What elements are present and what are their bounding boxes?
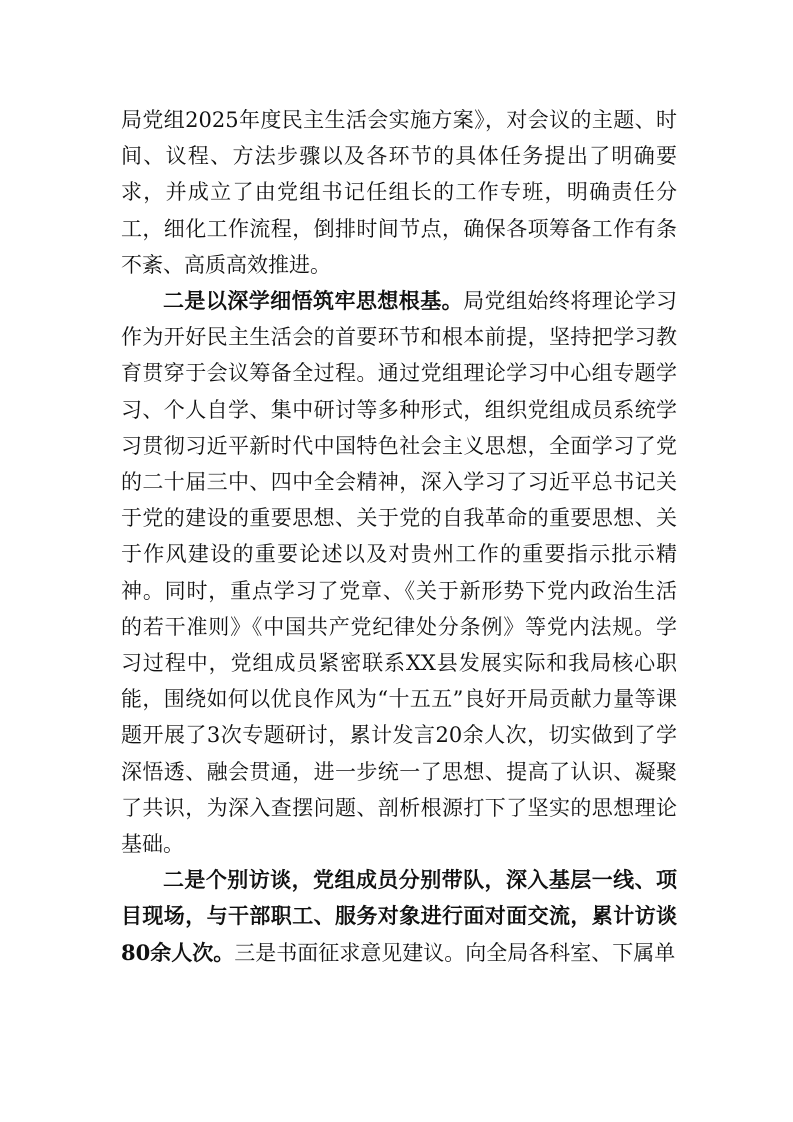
paragraph-2-text: 局党组始终将理论学习作为开好民主生活会的首要环节和根本前提，坚持把学习教育贯穿于会议筹备全过程。通过党组理论学习中心组专题学习、个人自学、集中研讨等多种形式，组织党组成员系统学习贯彻习近平新时代中国特色社会主义思想，全面学习了党的二十届三中、四中全会精神，深入学习了习近平总书记关于党的建设的重要思想、关于党的自我革命的重要思想、关于作风建设的重要论述以及对贵州工作的重要指示批示精神。同时，重点学习了党章、《关于新形势下党内政治生活的若干准则》《中国共产党纪律处分条例》等党内法规。学习过程中，党组成员紧密联系XX县发展实际和我局核心职能，围绕如何以优良作风为“十五五”良好开局贡献力量等课题开展了3次专题研讨，累计发言20余人次，切实做到了学深悟透、融会贯通，进一步统一了思想、提高了认识、凝聚了共识，为深入查摆问题、剖析根源打下了坚实的思想理论基础。 xyxy=(121,289,678,857)
paragraph-3-text: 三是书面征求意见建议。向全局各科室、下属单 xyxy=(234,940,676,965)
paragraph-2 xyxy=(121,283,677,862)
document-body xyxy=(121,102,677,971)
paragraph-3 xyxy=(121,862,677,971)
paragraph-1-text: 局党组2025年度民主生活会实施方案》，对会议的主题、时间、议程、方法步骤以及各环节的具体任务提出了明确要求，并成立了由党组书记任组长的工作专班，明确责任分工，细化工作流程，倒排时间节点，确保各项筹备工作有条不紊、高质高效推进。 xyxy=(121,108,677,277)
paragraph-2-heading: 二是以深学细悟筑牢思想根基。 xyxy=(163,288,464,314)
paragraph-3-heading: 二是个别访谈，党组成员分别带队，深入基层一线、项目现场，与干部职工、服务对象进行面对面交流，累计访谈80余人次。 xyxy=(121,867,677,965)
paragraph-1 xyxy=(121,102,677,283)
